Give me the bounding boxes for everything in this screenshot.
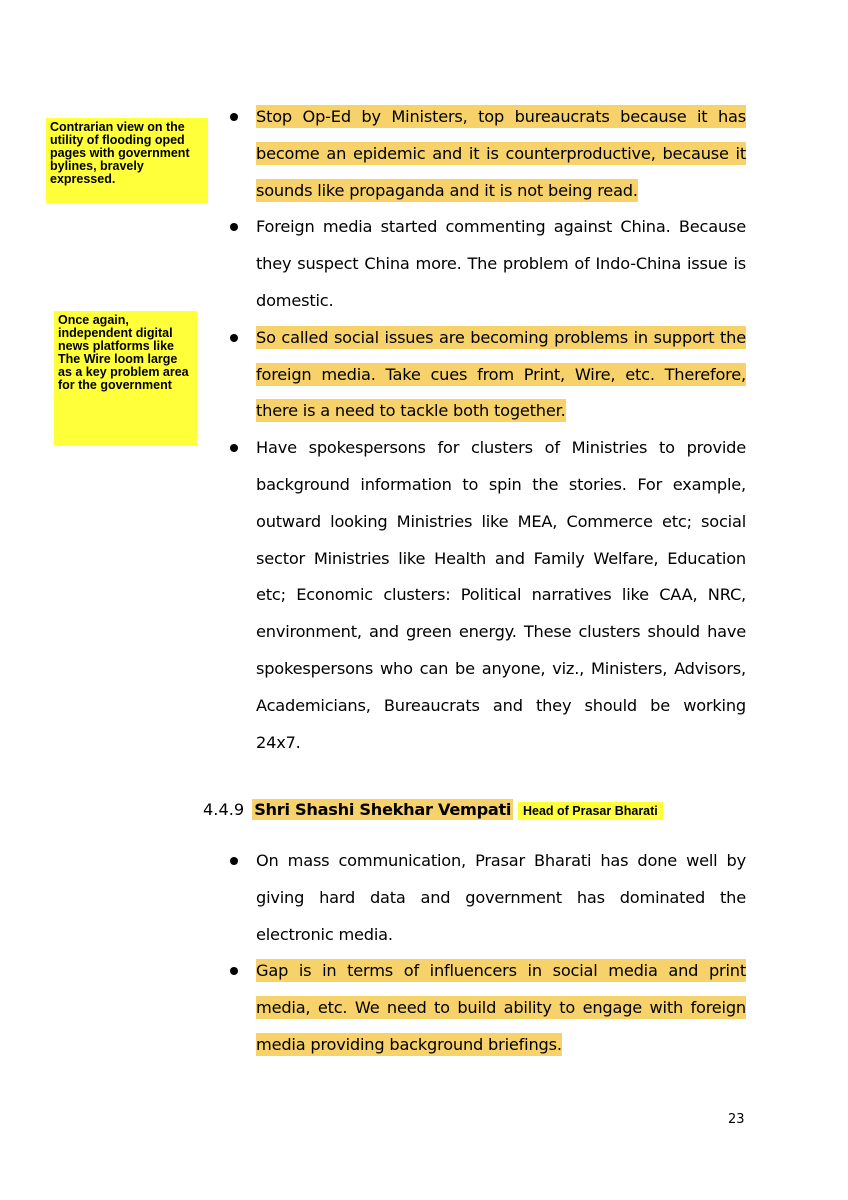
- bullet-text: Have spokespersons for clusters of Ministries to provide background information to spin the stories. For example, outward looking Ministries like MEA, Commerce etc; social sector Ministries like Health and Family Welfare, Education etc; Economic clusters: Political narratives like CAA, NRC, environment, and green energy. These clusters should have spokespersons who can be anyone, viz., Ministers, Advisors, Academicians, Bureaucrats and they should be working 24x7.: [256, 438, 746, 752]
- highlighted-text: Stop Op-Ed by Ministers, top bureaucrats because it has become an epidemic and it is counterproductive, because it sounds like propaganda and it is not being read.: [256, 107, 746, 200]
- list-item: [228, 843, 746, 953]
- bullet-list: [228, 843, 746, 1064]
- bullet-icon: [230, 857, 238, 865]
- list-item: [228, 320, 746, 430]
- bullet-text: Foreign media started commenting against China. Because they suspect China more. The problem of Indo-China issue is domestic.: [256, 217, 746, 310]
- bullet-icon: [230, 113, 238, 121]
- page-number: 23: [728, 1112, 745, 1127]
- section-heading: [203, 799, 513, 820]
- list-item: [228, 430, 746, 761]
- bullet-list: [228, 99, 746, 761]
- section-name: Shri Shashi Shekhar Vempati: [254, 800, 512, 819]
- bullet-icon: [230, 444, 238, 452]
- list-item: [228, 209, 746, 319]
- highlighted-text: So called social issues are becoming problems in support the foreign media. Take cues from Print, Wire, etc. Therefore, there is a need to tackle both together.: [256, 327, 746, 421]
- margin-annotation: Once again, independent digital news platforms like The Wire loom large as a key problem area for the government: [54, 311, 197, 445]
- list-item: [228, 953, 746, 1063]
- bullet-icon: [230, 223, 238, 231]
- role-annotation: Head of Prasar Bharati: [518, 802, 663, 820]
- highlighted-text: Gap is in terms of influencers in social media and print media, etc. We need to build ability to engage with foreign media providing background briefings.: [256, 961, 746, 1054]
- list-item: [228, 99, 746, 209]
- bullet-text: On mass communication, Prasar Bharati has done well by giving hard data and government has dominated the electronic media.: [256, 851, 746, 944]
- section-number: 4.4.9: [203, 800, 245, 819]
- margin-annotation: Contrarian view on the utility of flooding oped pages with government bylines, bravely expressed.: [46, 118, 208, 203]
- bullet-icon: [230, 334, 238, 342]
- bullet-icon: [230, 967, 238, 975]
